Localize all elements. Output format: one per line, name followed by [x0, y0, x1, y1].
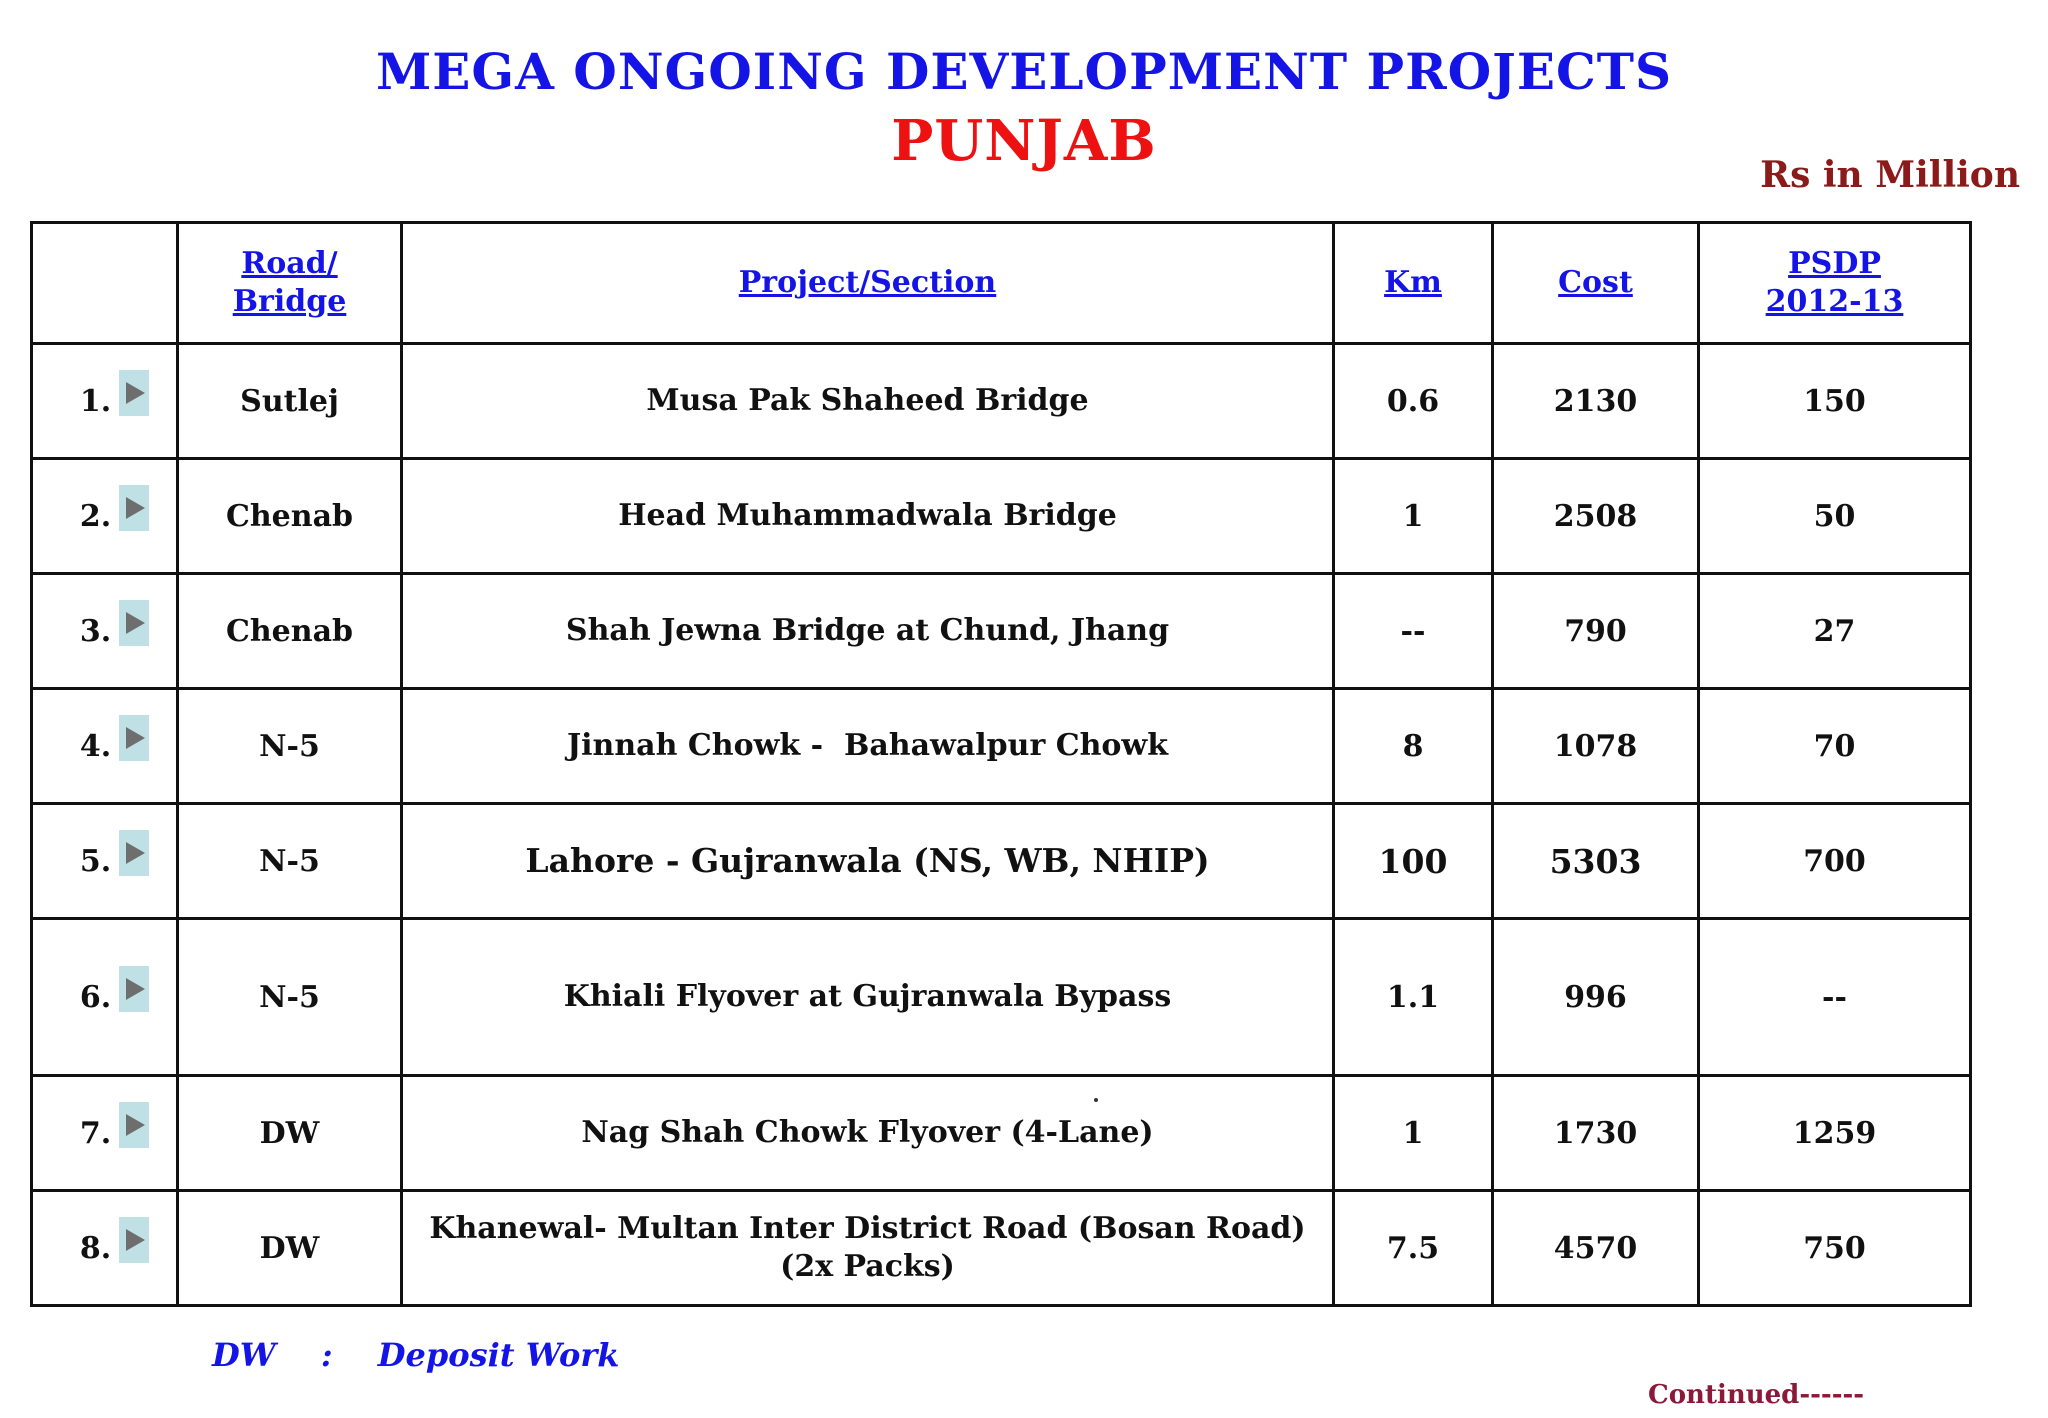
stray-dot	[1094, 1098, 1098, 1102]
road-cell: N-5	[178, 689, 402, 804]
road-cell: N-5	[178, 919, 402, 1076]
page-subtitle: PUNJAB	[891, 108, 1157, 174]
header-project: Project/Section	[402, 223, 1334, 344]
play-arrow-icon	[119, 1217, 149, 1263]
road-cell: N-5	[178, 804, 402, 919]
km-cell: 7.5	[1334, 1191, 1493, 1306]
header-cost: Cost	[1493, 223, 1699, 344]
legend-separator: :	[320, 1336, 333, 1374]
km-cell: 8	[1334, 689, 1493, 804]
psdp-cell: 700	[1699, 804, 1971, 919]
header-road-line2: Bridge	[232, 284, 347, 319]
serial-number: 3.	[79, 613, 112, 649]
psdp-cell: 50	[1699, 459, 1971, 574]
table-row	[32, 804, 1971, 919]
legend-meaning: Deposit Work	[377, 1336, 620, 1374]
serial-cell	[32, 574, 178, 689]
table-row	[32, 689, 1971, 804]
legend	[212, 1336, 619, 1374]
serial-cell	[32, 344, 178, 459]
project-cell: Shah Jewna Bridge at Chund, Jhang	[402, 574, 1334, 689]
header-road-bridge	[178, 223, 402, 344]
play-arrow-icon	[119, 1102, 149, 1148]
header-psdp-line2: 2012-13	[1765, 284, 1904, 319]
play-arrow-icon	[119, 600, 149, 646]
serial-number: 6.	[79, 979, 112, 1015]
serial-number: 5.	[79, 843, 112, 879]
km-cell: 1.1	[1334, 919, 1493, 1076]
table-row	[32, 1191, 1971, 1306]
play-arrow-icon	[119, 715, 149, 761]
project-cell: Khanewal- Multan Inter District Road (Bosan Road) (2x Packs)	[402, 1191, 1334, 1306]
cost-cell: 1078	[1493, 689, 1699, 804]
serial-number: 4.	[79, 728, 112, 764]
header-road-line1: Road/	[241, 246, 338, 281]
cost-cell: 5303	[1493, 804, 1699, 919]
cost-cell: 2508	[1493, 459, 1699, 574]
road-cell: Sutlej	[178, 344, 402, 459]
cost-cell: 996	[1493, 919, 1699, 1076]
serial-number: 8.	[79, 1230, 112, 1266]
header-psdp-line1: PSDP	[1788, 246, 1881, 281]
project-cell: Lahore - Gujranwala (NS, WB, NHIP)	[402, 804, 1334, 919]
cost-cell: 2130	[1493, 344, 1699, 459]
road-cell: DW	[178, 1191, 402, 1306]
serial-number: 1.	[79, 383, 112, 419]
cost-cell: 4570	[1493, 1191, 1699, 1306]
table-row	[32, 574, 1971, 689]
table-row	[32, 344, 1971, 459]
km-cell: --	[1334, 574, 1493, 689]
table-header-row	[32, 223, 1971, 344]
unit-label: Rs in Million	[1760, 154, 2020, 196]
table-row	[32, 919, 1971, 1076]
header-km: Km	[1334, 223, 1493, 344]
road-cell: DW	[178, 1076, 402, 1191]
project-cell: Khiali Flyover at Gujranwala Bypass	[402, 919, 1334, 1076]
projects-table	[30, 221, 1972, 1307]
psdp-cell: 70	[1699, 689, 1971, 804]
serial-number: 7.	[79, 1115, 112, 1151]
legend-abbr: DW	[212, 1336, 276, 1374]
project-cell: Nag Shah Chowk Flyover (4-Lane)	[402, 1076, 1334, 1191]
psdp-cell: 750	[1699, 1191, 1971, 1306]
psdp-cell: 27	[1699, 574, 1971, 689]
cost-cell: 790	[1493, 574, 1699, 689]
header-serial	[32, 223, 178, 344]
play-arrow-icon	[119, 485, 149, 531]
psdp-cell: --	[1699, 919, 1971, 1076]
play-arrow-icon	[119, 966, 149, 1012]
project-cell: Jinnah Chowk - Bahawalpur Chowk	[402, 689, 1334, 804]
project-cell: Musa Pak Shaheed Bridge	[402, 344, 1334, 459]
page-title: MEGA ONGOING DEVELOPMENT PROJECTS	[375, 42, 1673, 101]
km-cell: 0.6	[1334, 344, 1493, 459]
continued-note: Continued------	[1648, 1380, 1865, 1410]
play-arrow-icon	[119, 830, 149, 876]
table-row	[32, 459, 1971, 574]
road-cell: Chenab	[178, 459, 402, 574]
km-cell: 1	[1334, 1076, 1493, 1191]
serial-number: 2.	[79, 498, 112, 534]
serial-cell	[32, 1191, 178, 1306]
serial-cell	[32, 1076, 178, 1191]
psdp-cell: 150	[1699, 344, 1971, 459]
serial-cell	[32, 919, 178, 1076]
table-row	[32, 1076, 1971, 1191]
km-cell: 1	[1334, 459, 1493, 574]
serial-cell	[32, 689, 178, 804]
serial-cell	[32, 459, 178, 574]
cost-cell: 1730	[1493, 1076, 1699, 1191]
header-psdp	[1699, 223, 1971, 344]
psdp-cell: 1259	[1699, 1076, 1971, 1191]
km-cell: 100	[1334, 804, 1493, 919]
play-arrow-icon	[119, 370, 149, 416]
road-cell: Chenab	[178, 574, 402, 689]
serial-cell	[32, 804, 178, 919]
project-cell: Head Muhammadwala Bridge	[402, 459, 1334, 574]
